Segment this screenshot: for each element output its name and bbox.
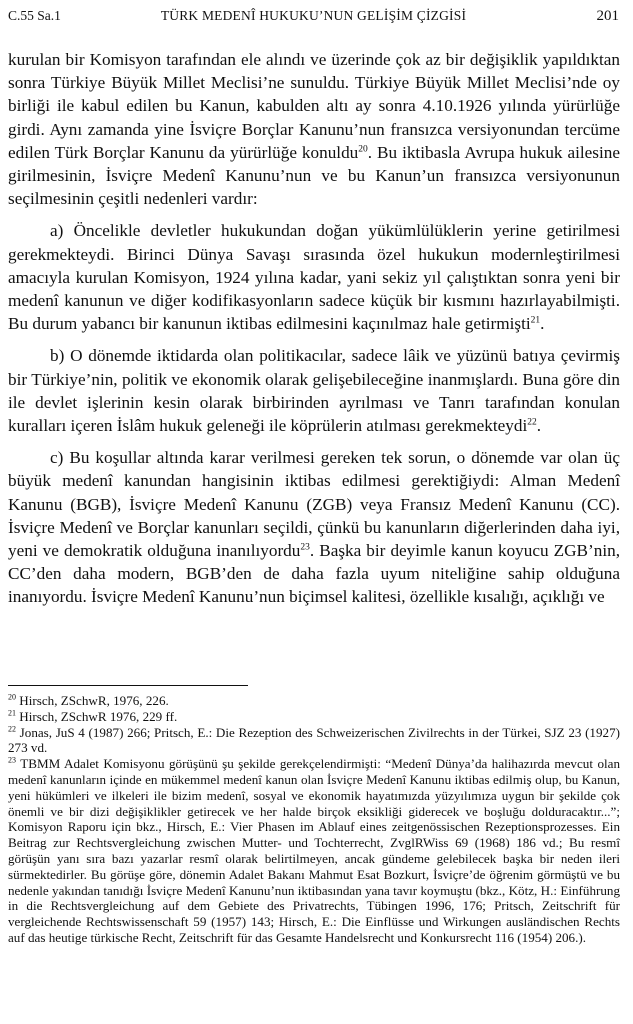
footnote-ref-22[interactable]: 22	[527, 417, 537, 428]
footnote-text: TBMM Adalet Komisyonu görüşünü şu şekilde gerekçelendirmişti: “Medenî Dünya’da halihazırda mevcut olan medenî kanunların içinde en mükemmel medenî kanun olan İsviçre Medenî Kanunu iktibas edilmiş olup, bu Kanun, yeni hükümleri ve ilkeleri ile bizim medenî, sosyal ve ekonomik hayatımızda yüzyılımıza uygun bir şekilde çok önemli ve bir dizi değişiklikler getirecek ve her halde birçok eksikliği giderecek ve boşluğu dolduracaktır...”; Komisyon Raporu için bkz., Hirsch, E.: Vier Phasen im Ablauf eines zeitgenössischen Rezeptionsprozesses. Ein Beitrag zur Rechtsvergleichung zwischen Mutter- und Tochterrecht, ZvglRWiss 69 (1968) 186 vd.; Bu resmî görüşün yanı sıra bazı yazarlar resmî olarak belirtilmeyen, ancak gündeme gelebilecek başka bir neden ileri sürmektedirler. Bu görüşe göre, dönemin Adalet Bakanı Mahmut Esat Bozkurt, İsviçre’de öğrenim görmüştü ve bu nedenle yakından tanıdığı İsviçre Medenî Kanunu’nun iktibasından yana tavır koymuştu (bkz., Kötz, H.: Einführung in die Rechtsvergleichung auf dem Gebiete des Privatrechts, Tübingen 1996, 176; Pritsch, Zeitschrift für vergleichende Rechtswissenschaft 59 (1957) 143; Hirsch, E.: Die Einflüsse und Wirkungen ausländischen Rechts auf das heutige türkische Recht, Zeitschrift für das Gesamte Handelsrecht und Konkursrecht 116 (1954) 206.).	[8, 756, 620, 945]
footnote-text: Hirsch, ZSchwR, 1976, 226.	[19, 693, 169, 708]
footnote-ref-20[interactable]: 20	[358, 144, 368, 155]
page-number: 201	[596, 8, 619, 24]
footnote-ref-23[interactable]: 23	[300, 542, 310, 553]
footnote-22	[8, 725, 620, 757]
footnotes	[8, 693, 620, 946]
footnote-number: 23	[8, 755, 16, 765]
footnote-20	[8, 693, 620, 709]
footnote-ref-21[interactable]: 21	[530, 315, 541, 326]
footnote-21	[8, 709, 620, 725]
paragraph-1: kurulan bir Komisyon tarafından ele alındı ve üzerinde çok az bir değişiklik yapıldıktan sonra Türkiye Büyük Millet Meclisi’ne sunuldu. Türkiye Büyük Millet Meclisi’nde oy birliği ile kabul edilen bu Kanun, kabulden altı ay sonra 4.10.1926 yılında yürürlüğe girdi. Aynı zamanda yine İsviçre Borçlar Kanunu’nun fransızca versiyonundan tercüme edilen Türk Borçlar Kanunu da yürürlüğe konuldu$^{20}$. Bu iktibasla Avrupa hukuk ailesine girilmesinin, İsviçre Medenî Kanunu’nun ve bu Kanun’un fransızca versiyonunun seçilmesinin çeşitli nedenleri vardır:	[8, 50, 620, 209]
journal-reference: C.55 Sa.1	[8, 8, 61, 23]
footnote-number: 22	[8, 724, 16, 734]
footnote-text: Hirsch, ZSchwR 1976, 229 ff.	[19, 708, 178, 724]
footnote-number: 21	[8, 708, 16, 718]
running-title: TÜRK MEDENÎ HUKUKU’NUN GELİŞİM ÇİZGİSİ	[160, 8, 467, 23]
footnote-23	[8, 756, 620, 946]
body-text	[8, 48, 620, 618]
footnote-number: 20	[8, 692, 16, 702]
paragraph-3: b) O dönemde iktidarda olan politikacılar, sadece lâik ve yüzünü batıya çevirmiş bir Türkiye’nin, politik ve ekonomik olarak gelişebileceğine inanmışlardı. Buna göre din ile devlet işlerinin kesin olarak birbirinden ayrılması ve Tanrı tarafından konulan kuralları içeren İslâm hukuk geleneği ile köprülerin atılması gerekmekteydi$^{22}$.	[8, 346, 620, 436]
running-header	[8, 6, 619, 26]
footnote-text: Jonas, JuS 4 (1987) 266; Pritsch, E.: Die Rezeption des Schweizerischen Zivilrechts in der Türkei, SJZ 23 (1927) 273 vd.	[8, 724, 620, 756]
footnote-separator	[8, 685, 248, 686]
paragraph-2: a) Öncelikle devletler hukukundan doğan yükümlülüklerin yerine getirilmesi gerekmekteydi. Birinci Dünya Savaşı sırasında özel hukukun modernleştirilmesi amacıyla kurulan Komisyon, 1924 yılına kadar, yani sekiz yıl çalıştıktan sonra yeni bir medenî kanunun ve diğer kodifikasyonların sadece küçük bir kısmını hazırlayabilmişti. Bu durum yabancı bir kanunun iktibas edilmesini kaçınılmaz hale getirmişti$^{21}$.	[8, 221, 620, 334]
paragraph-4: c) Bu koşullar altında karar verilmesi gereken tek sorun, o dönemde var olan üç büyük medenî kanundan hangisinin iktibas edilmesi gerektiğiydi: Alman Medenî Kanunu (BGB), İsviçre Medenî Kanunu (ZGB) veya Fransız Medenî Kanunu (CC). İsviçre Medenî ve Borçlar kanunları seçildi, çünkü bu kanunların diğerlerinden daha iyi, yeni ve demokratik olduğuna inanılıyordu$^{23}$. Başka bir deyimle kanun koyucu ZGB’nin, CC’den daha modern, BGB’den de daha fazla uyum niteliğine sahip olduğuna inanıyordu. İsviçre Medenî Kanunu’nun biçimsel kalitesi, özellikle kısalığı, açıklığı ve	[8, 448, 620, 607]
